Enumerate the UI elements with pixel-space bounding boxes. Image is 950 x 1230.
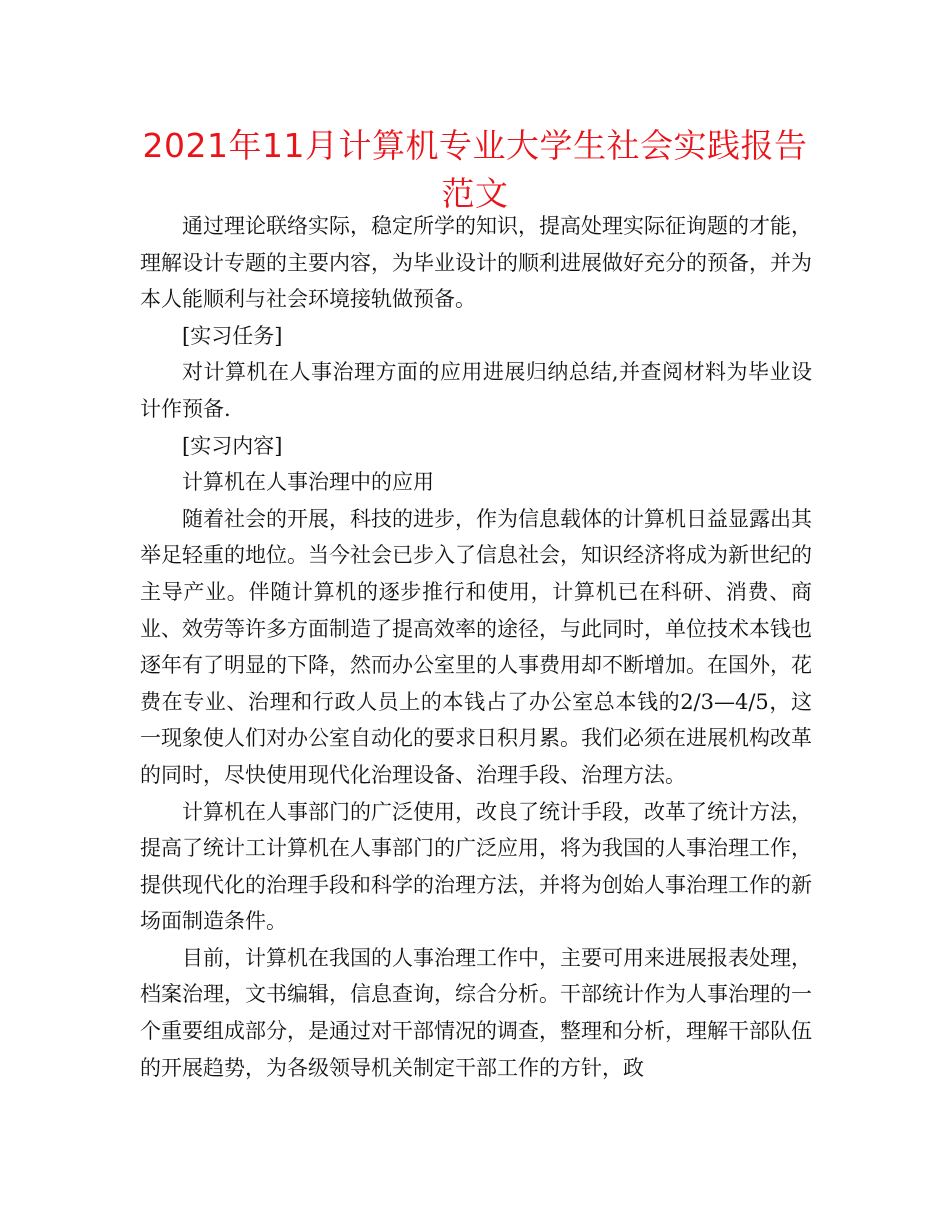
paragraph-task: 对计算机在人事治理方面的应用进展归纳总结,并查阅材料为毕业设计作预备. [140,360,812,421]
document-title: 2021年11月计算机专业大学生社会实践报告范文 [142,126,808,213]
section-heading-content: [实习内容] [182,433,283,458]
paragraph-intro: 通过理论联络实际，稳定所学的知识，提高处理实际征询题的才能，理解设计专题的主要内容，为毕业设计的顺利进展做好充分的预备，并为本人能顺利与社会环境接轨做预备。 [140,214,812,312]
document-body [140,208,812,1086]
paragraph-background: 随着社会的开展，科技的进步，作为信息载体的计算机日益显露出其举足轻重的地位。当今社会已步入了信息社会，知识经济将成为新世纪的主导产业。伴随计算机的逐步推行和使用，计算机已在科研、消费、商业、效劳等许多方面制造了提高效率的途径，与此同时，单位技术本钱也逐年有了明显的下降，然而办公室里的人事费用却不断增加。在国外，花费在专业、治理和行政人员上的本钱占了办公室总本钱的2/3—4/5，这一现象使人们对办公室自动化的要求日积月累。我们必须在进展机构改革的同时，尽快使用现代化治理设备、治理手段、治理方法。 [140,506,812,787]
section-heading-task: [实习任务] [182,323,283,348]
paragraph-usage: 计算机在人事部门的广泛使用，改良了统计手段，改革了统计方法，提高了统计工计算机在人事部门的广泛应用，将为我国的人事治理工作，提供现代化的治理手段和科学的治理方法，并将为创始人事治理工作的新场面制造条件。 [140,799,812,934]
subheading-application: 计算机在人事治理中的应用 [182,470,434,495]
paragraph-current: 目前，计算机在我国的人事治理工作中，主要可用来进展报表处理，档案治理，文书编辑，信息查询，综合分析。干部统计作为人事治理的一个重要组成部分，是通过对干部情况的调查，整理和分析，理解干部队伍的开展趋势，为各级领导机关制定干部工作的方针，政 [140,945,812,1080]
